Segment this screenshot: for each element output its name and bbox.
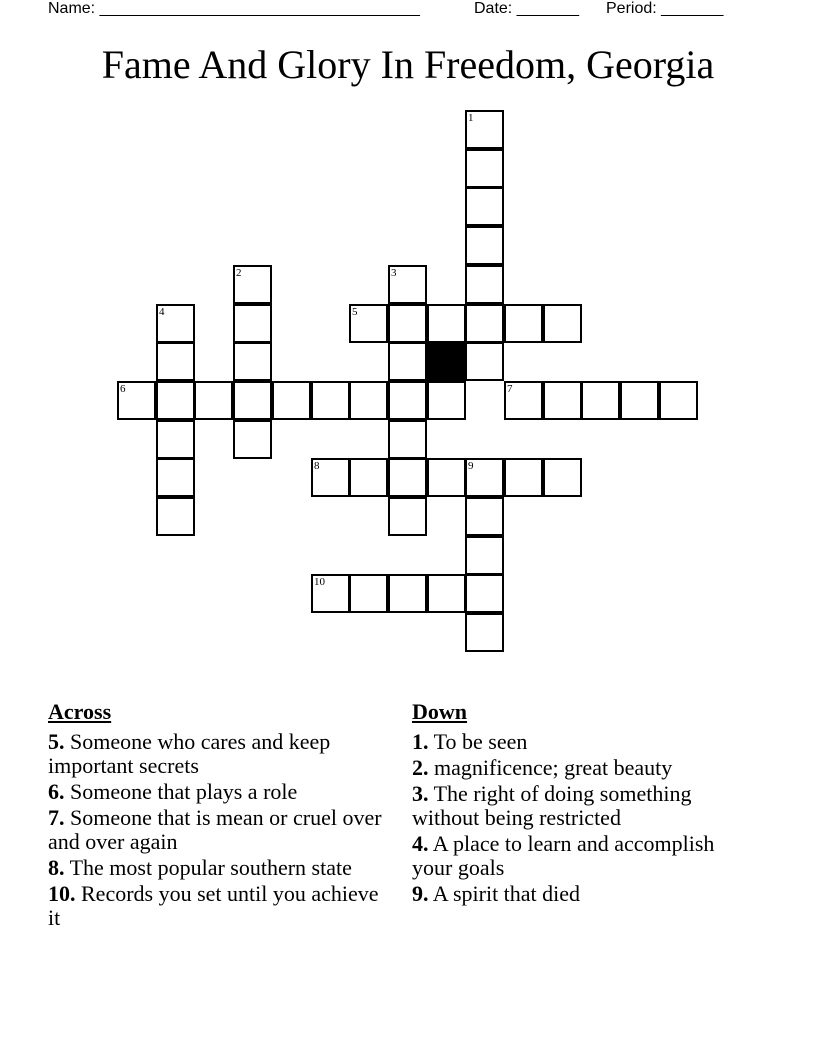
crossword-cell[interactable] [427, 574, 466, 613]
crossword-cell[interactable] [388, 304, 427, 343]
clue-text: The most popular southern state [64, 855, 352, 880]
crossword-cell[interactable] [465, 226, 504, 265]
crossword-cell[interactable] [233, 304, 272, 343]
crossword-cell[interactable] [349, 381, 388, 420]
crossword-cell[interactable] [465, 187, 504, 226]
period-field-label: Period: _______ [606, 0, 724, 17]
crossword-cell[interactable] [465, 304, 504, 343]
clue-number: 1 [468, 112, 474, 124]
crossword-cell[interactable] [117, 381, 156, 420]
clue-number-label: 1. [412, 729, 429, 754]
crossword-cell[interactable] [156, 458, 195, 497]
crossword-cell[interactable] [272, 381, 311, 420]
clue-number-label: 10. [48, 881, 76, 906]
crossword-cell[interactable] [465, 110, 504, 149]
crossword-cell[interactable] [465, 149, 504, 188]
down-clue [412, 756, 752, 780]
crossword-cell[interactable] [465, 342, 504, 381]
clue-number: 6 [120, 383, 126, 395]
crossword-cell[interactable] [233, 420, 272, 459]
crossword-cell[interactable] [194, 381, 233, 420]
clue-number-label: 3. [412, 781, 429, 806]
crossword-cell[interactable] [388, 497, 427, 536]
down-clues [412, 700, 752, 908]
crossword-cell[interactable] [659, 381, 698, 420]
crossword-cell[interactable] [156, 304, 195, 343]
crossword-cell[interactable] [504, 304, 543, 343]
clue-number: 2 [236, 267, 242, 279]
date-field-label: Date: _______ [474, 0, 579, 17]
crossword-cell[interactable] [581, 381, 620, 420]
crossword-cell[interactable] [427, 381, 466, 420]
crossword-cell[interactable] [349, 304, 388, 343]
crossword-cell[interactable] [233, 265, 272, 304]
clue-text: Records you set until you achieve it [48, 881, 379, 930]
crossword-cell[interactable] [465, 536, 504, 575]
crossword-cell[interactable] [543, 304, 582, 343]
clue-text: The right of doing something without being restricted [412, 781, 692, 830]
down-clue-list [412, 730, 752, 906]
crossword-cell[interactable] [311, 574, 350, 613]
crossword-cell[interactable] [465, 574, 504, 613]
crossword-cell[interactable] [388, 458, 427, 497]
crossword-cell[interactable] [388, 342, 427, 381]
crossword-cell[interactable] [156, 420, 195, 459]
clue-number-label: 8. [48, 855, 65, 880]
crossword-cell[interactable] [465, 613, 504, 652]
clue-number: 5 [352, 306, 358, 318]
clue-text: A place to learn and accomplish your goals [412, 831, 715, 880]
crossword-cell[interactable] [427, 458, 466, 497]
clue-text: Someone that plays a role [64, 779, 298, 804]
down-clue [412, 730, 752, 754]
across-clue [48, 806, 388, 854]
crossword-cell[interactable] [543, 458, 582, 497]
down-clue [412, 882, 752, 906]
crossword-cell[interactable] [427, 304, 466, 343]
page-title: Fame And Glory In Freedom, Georgia [101, 42, 715, 87]
down-clue [412, 832, 752, 880]
crossword-cell[interactable] [349, 574, 388, 613]
crossword-cell[interactable] [504, 381, 543, 420]
clue-text: A spirit that died [428, 881, 581, 906]
crossword-cell[interactable] [465, 458, 504, 497]
across-heading: Across [48, 699, 112, 724]
crossword-cell[interactable] [156, 342, 195, 381]
clue-number: 8 [314, 460, 320, 472]
crossword-cell[interactable] [504, 458, 543, 497]
crossword-cell[interactable] [233, 342, 272, 381]
across-clues [48, 700, 388, 932]
clue-number: 9 [468, 460, 474, 472]
crossword-cell[interactable] [349, 458, 388, 497]
clue-text: Someone that is mean or cruel over and over again [48, 805, 382, 854]
crossword-cell[interactable] [233, 381, 272, 420]
clue-text: magnificence; great beauty [428, 755, 673, 780]
crossword-cell[interactable] [543, 381, 582, 420]
crossword-cell[interactable] [311, 458, 350, 497]
clue-number-label: 4. [412, 831, 429, 856]
clue-number-label: 2. [412, 755, 429, 780]
across-clue [48, 882, 388, 930]
clue-number-label: 9. [412, 881, 429, 906]
crossword-cell[interactable] [311, 381, 350, 420]
clue-text: Someone who cares and keep important secrets [48, 729, 331, 778]
across-clue [48, 780, 388, 804]
down-heading: Down [412, 699, 468, 724]
crossword-cell[interactable] [620, 381, 659, 420]
crossword-cell[interactable] [388, 420, 427, 459]
black-cell [427, 342, 466, 381]
crossword-cell[interactable] [388, 265, 427, 304]
crossword-cell[interactable] [156, 497, 195, 536]
clue-number-label: 6. [48, 779, 65, 804]
clue-number-label: 5. [48, 729, 65, 754]
clue-number: 3 [391, 267, 397, 279]
crossword-cell[interactable] [465, 265, 504, 304]
name-field-label: Name: ____________________________________ [48, 0, 420, 17]
across-clue-list [48, 730, 388, 930]
crossword-cell[interactable] [388, 381, 427, 420]
clue-number: 7 [507, 383, 513, 395]
clue-number-label: 7. [48, 805, 65, 830]
clue-text: To be seen [428, 729, 528, 754]
clue-number: 4 [159, 306, 165, 318]
crossword-cell[interactable] [156, 381, 195, 420]
crossword-cell[interactable] [388, 574, 427, 613]
across-clue [48, 856, 388, 880]
crossword-cell[interactable] [465, 497, 504, 536]
across-clue [48, 730, 388, 778]
clue-number: 10 [314, 576, 325, 588]
down-clue [412, 782, 752, 830]
